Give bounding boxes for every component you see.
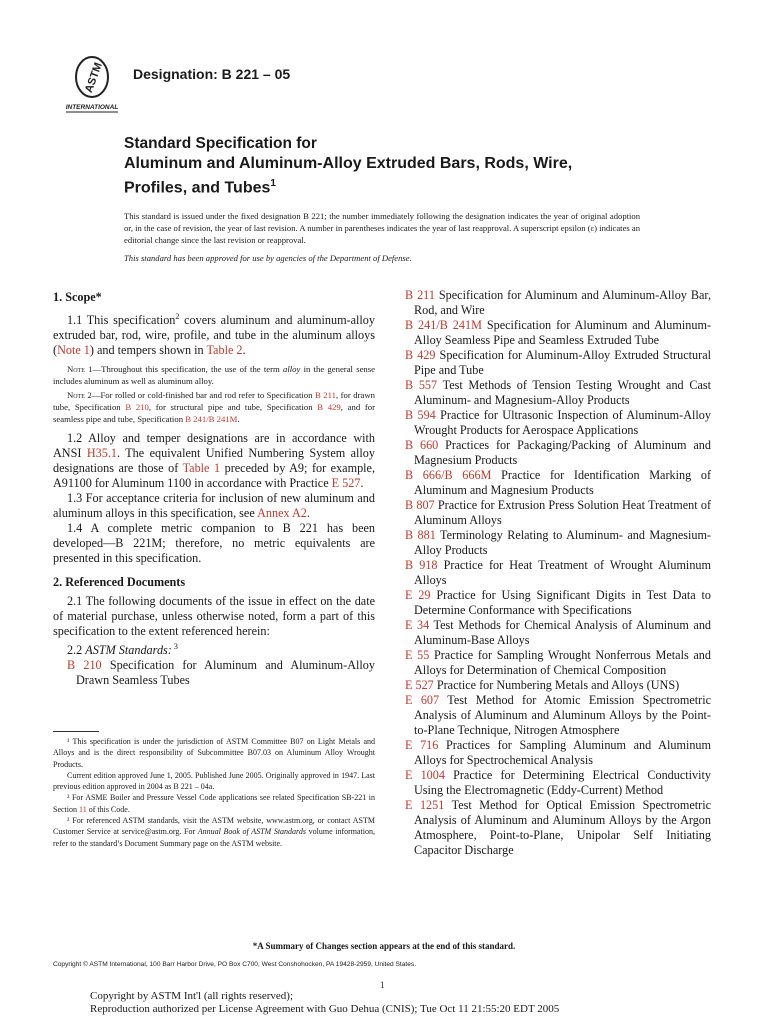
reference-title: Specification for Aluminum-Alloy Extruded Structural Pipe and Tube	[414, 348, 711, 377]
reference-item	[405, 378, 711, 408]
footnote-1-edition: Current edition approved June 1, 2005. Published June 2005. Originally approved in 1947. Last previous edition approved in 2004 as B 221 – 04a.	[53, 770, 375, 792]
scope-para-1-2: 1.2 Alloy and temper designations are in accordance with ANSI H35.1. The equivalent Unified Numbering System alloy designations are those of Table 1 preceded by A9; for example, A91100 for Aluminum 1100 in accordance with Practice E 527.	[53, 431, 375, 491]
reference-list	[405, 288, 711, 858]
reference-title: Test Method for Atomic Emission Spectrometric Analysis of Aluminum and Aluminum Alloys by the Point-to-Plane Technique, Nitrogen Atmosphere	[414, 693, 711, 737]
reference-item	[405, 318, 711, 348]
reference-item	[405, 408, 711, 438]
title-line-1: Standard Specification for	[124, 135, 317, 152]
reference-item	[405, 468, 711, 498]
link-reference-code[interactable]: B 594	[405, 408, 436, 422]
reference-title: Practice for Identification Marking of Aluminum and Magnesium Products	[414, 468, 712, 497]
link-note-1[interactable]: Note 1	[57, 343, 90, 358]
reference-item	[405, 618, 711, 648]
title-line-2: Aluminum and Aluminum-Alloy Extruded Bars, Rods, Wire,	[124, 155, 573, 172]
link-reference-code[interactable]: B 660	[405, 438, 439, 452]
section-heading-scope: 1. Scope*	[53, 290, 102, 304]
reference-item	[405, 558, 711, 588]
reference-title: Practice for Extrusion Press Solution Heat Treatment of Aluminum Alloys	[414, 498, 711, 527]
reference-item	[405, 588, 711, 618]
link-h35-1[interactable]: H35.1	[86, 446, 117, 461]
note-1: Note 1—Throughout this specification, the use of the term alloy in the general sense includes aluminum as well as aluminum alloy.	[53, 364, 376, 387]
refdocs-para-2-2: 2.2 ASTM Standards: $^3$	[67, 642, 178, 658]
link-reference-code[interactable]: E 34	[405, 618, 430, 632]
link-e527[interactable]: E 527	[331, 476, 361, 491]
link-reference-code[interactable]: B 918	[405, 558, 438, 572]
title-line-3: Profiles, and Tubes$^1$	[124, 178, 276, 197]
document-title	[124, 134, 644, 198]
link-reference-code[interactable]: B 666/B 666M	[405, 468, 492, 482]
reference-item	[405, 768, 711, 798]
link-b211[interactable]: B 211	[315, 390, 336, 401]
reference-item	[405, 678, 711, 693]
scope-para-1-3: 1.3 For acceptance criteria for inclusion of new aluminum and aluminum alloys in this specification, see Annex A2.	[53, 491, 375, 521]
link-reference-code[interactable]: E 55	[405, 648, 430, 662]
reference-title: Practice for Numbering Metals and Alloys (UNS)	[433, 678, 680, 692]
footnote-1: ¹ This specification is under the jurisdiction of ASTM Committee B07 on Light Metals and Alloys and is the direct responsibility of Subcommittee B07.03 on Aluminum Alloy Wrought Products.	[53, 737, 375, 769]
link-reference-code[interactable]: E 527	[405, 678, 434, 692]
reference-title: Test Method for Optical Emission Spectrometric Analysis of Aluminum and Aluminum Alloys by the Argon Atmosphere, Point-to-Plane, Unipolar Self Initiating Capacitor Discharge	[414, 798, 711, 857]
reference-title: Practice for Ultrasonic Inspection of Aluminum-Alloy Wrought Products for Aerospace Applications	[414, 408, 711, 437]
reference-item: B 210 Specification for Aluminum and Aluminum-Alloy Drawn Seamless Tubes	[67, 658, 375, 688]
footnotes	[53, 736, 375, 849]
dod-notice: This standard has been approved for use by agencies of the Department of Defense.	[124, 253, 412, 263]
reproduction-notice	[90, 990, 559, 1015]
reference-title: Practices for Packaging/Packing of Aluminum and Magnesium Products	[414, 438, 711, 467]
reference-title: Practice for Sampling Wrought Nonferrous Metals and Alloys for Determination of Chemical Composition	[414, 648, 711, 677]
footnote-3: ³ For referenced ASTM standards, visit the ASTM website, www.astm.org, or contact ASTM Customer Service at service@astm.org. For Annual Book of ASTM Standards volume information, refer to the standard’s Document Summary page on the ASTM website.	[53, 816, 376, 848]
reference-item	[405, 693, 711, 738]
reference-item	[405, 498, 711, 528]
link-b429[interactable]: B 429	[317, 402, 341, 413]
right-column-references	[405, 288, 711, 858]
note-2: Note 2—For rolled or cold-finished bar and rod refer to Specification B 211, for drawn tube, Specification B 210, for structural pipe and tube, Specification B 429, and for seamless pipe and tube, Specification B 241/B 241M.	[53, 390, 375, 425]
intro-paragraph: This standard is issued under the fixed designation B 221; the number immediately following the designation indicates the year of original adoption or, in the case of revision, the year of last revision. A number in parentheses indicates the year of last reapproval. A superscript epsilon (ε) indicates an editorial change since the last revision or reapproval.	[124, 211, 640, 246]
repro-line-1: Copyright by ASTM Int'l (all rights reserved);	[90, 990, 294, 1002]
reference-item	[405, 438, 711, 468]
section-heading-referenced-documents: 2. Referenced Documents	[53, 575, 186, 590]
reference-title: Test Methods of Tension Testing Wrought and Cast Aluminum- and Magnesium-Alloy Products	[414, 378, 711, 407]
reference-item	[405, 738, 711, 768]
reference-title: Test Methods for Chemical Analysis of Aluminum and Aluminum-Base Alloys	[414, 618, 712, 647]
link-table-2[interactable]: Table 2	[206, 343, 243, 358]
link-reference-b210[interactable]: B 210	[67, 658, 102, 673]
reference-title: Practices for Sampling Aluminum and Aluminum Alloys for Spectrochemical Analysis	[414, 738, 711, 767]
link-reference-code[interactable]: B 557	[405, 378, 438, 392]
link-annex-a2[interactable]: Annex A2	[257, 506, 307, 521]
reference-item	[405, 348, 711, 378]
reference-item	[405, 648, 711, 678]
link-reference-code[interactable]: E 29	[405, 588, 431, 602]
summary-of-changes-note: *A Summary of Changes section appears at the end of this standard.	[252, 941, 516, 951]
reference-item	[405, 288, 711, 318]
link-reference-code[interactable]: B 807	[405, 498, 435, 512]
scope-para-1-4: 1.4 A complete metric companion to B 221 has been developed—B 221M; therefore, no metric equivalents are presented in this specification.	[53, 521, 375, 566]
link-reference-code[interactable]: E 1251	[405, 798, 445, 812]
link-reference-code[interactable]: B 241/B 241M	[405, 318, 482, 332]
link-table-1[interactable]: Table 1	[182, 461, 221, 476]
link-reference-code[interactable]: E 716	[405, 738, 439, 752]
svg-text:INTERNATIONAL: INTERNATIONAL	[65, 104, 119, 111]
link-reference-code[interactable]: B 429	[405, 348, 436, 362]
designation: Designation: B 221 – 05	[133, 66, 291, 82]
link-reference-code[interactable]: E 607	[405, 693, 440, 707]
reference-title: Practice for Heat Treatment of Wrought Aluminum Alloys	[414, 558, 711, 587]
left-column	[53, 290, 375, 688]
reference-title: Specification for Aluminum and Aluminum-Alloy Bar, Rod, and Wire	[414, 288, 711, 317]
svg-text:ASTM: ASTM	[82, 60, 105, 95]
link-reference-code[interactable]: B 881	[405, 528, 436, 542]
reference-title: Specification for Aluminum and Aluminum-Alloy Seamless Pipe and Seamless Extruded Tube	[414, 318, 711, 347]
scope-para-1-1: 1.1 This specification$^2$ covers aluminum and aluminum-alloy extruded bar, rod, wire, profile, and tube in the aluminum alloys (Note 1) and tempers shown in Table 2.	[53, 312, 375, 358]
reference-title: Practice for Determining Electrical Conductivity Using the Electromagnetic (Eddy-Current) Method	[414, 768, 711, 797]
page-number: 1	[380, 980, 385, 990]
reference-item	[405, 528, 711, 558]
reference-title: Practice for Using Significant Digits in Test Data to Determine Conformance with Specifications	[414, 588, 711, 617]
link-reference-code[interactable]: B 211	[405, 288, 435, 302]
reference-title: Terminology Relating to Aluminum- and Magnesium-Alloy Products	[414, 528, 711, 557]
copyright-line: Copyright © ASTM International, 100 Barr Harbor Drive, PO Box C700, West Conshohocken, PA 19428-2959, United States.	[53, 961, 417, 968]
link-b241[interactable]: B 241/B 241M	[185, 414, 238, 425]
footnote-2: ² For ASME Boiler and Pressure Vessel Code applications see related Specification SB-221 in Section 11 of this Code.	[53, 793, 375, 814]
footnote-divider	[53, 731, 99, 732]
link-b210[interactable]: B 210	[125, 402, 149, 413]
refdocs-para-2-1: 2.1 The following documents of the issue in effect on the date of material purchase, unless otherwise noted, form a part of this specification to the extent referenced herein:	[53, 594, 375, 639]
astm-logo	[62, 53, 122, 115]
repro-line-2: Reproduction authorized per License Agreement with Guo Dehua (CNIS); Tue Oct 11 21:55:20 EDT 2005	[90, 1002, 560, 1015]
link-reference-code[interactable]: E 1004	[405, 768, 445, 782]
reference-item	[405, 798, 711, 858]
link-section-11[interactable]: 11	[79, 804, 87, 814]
